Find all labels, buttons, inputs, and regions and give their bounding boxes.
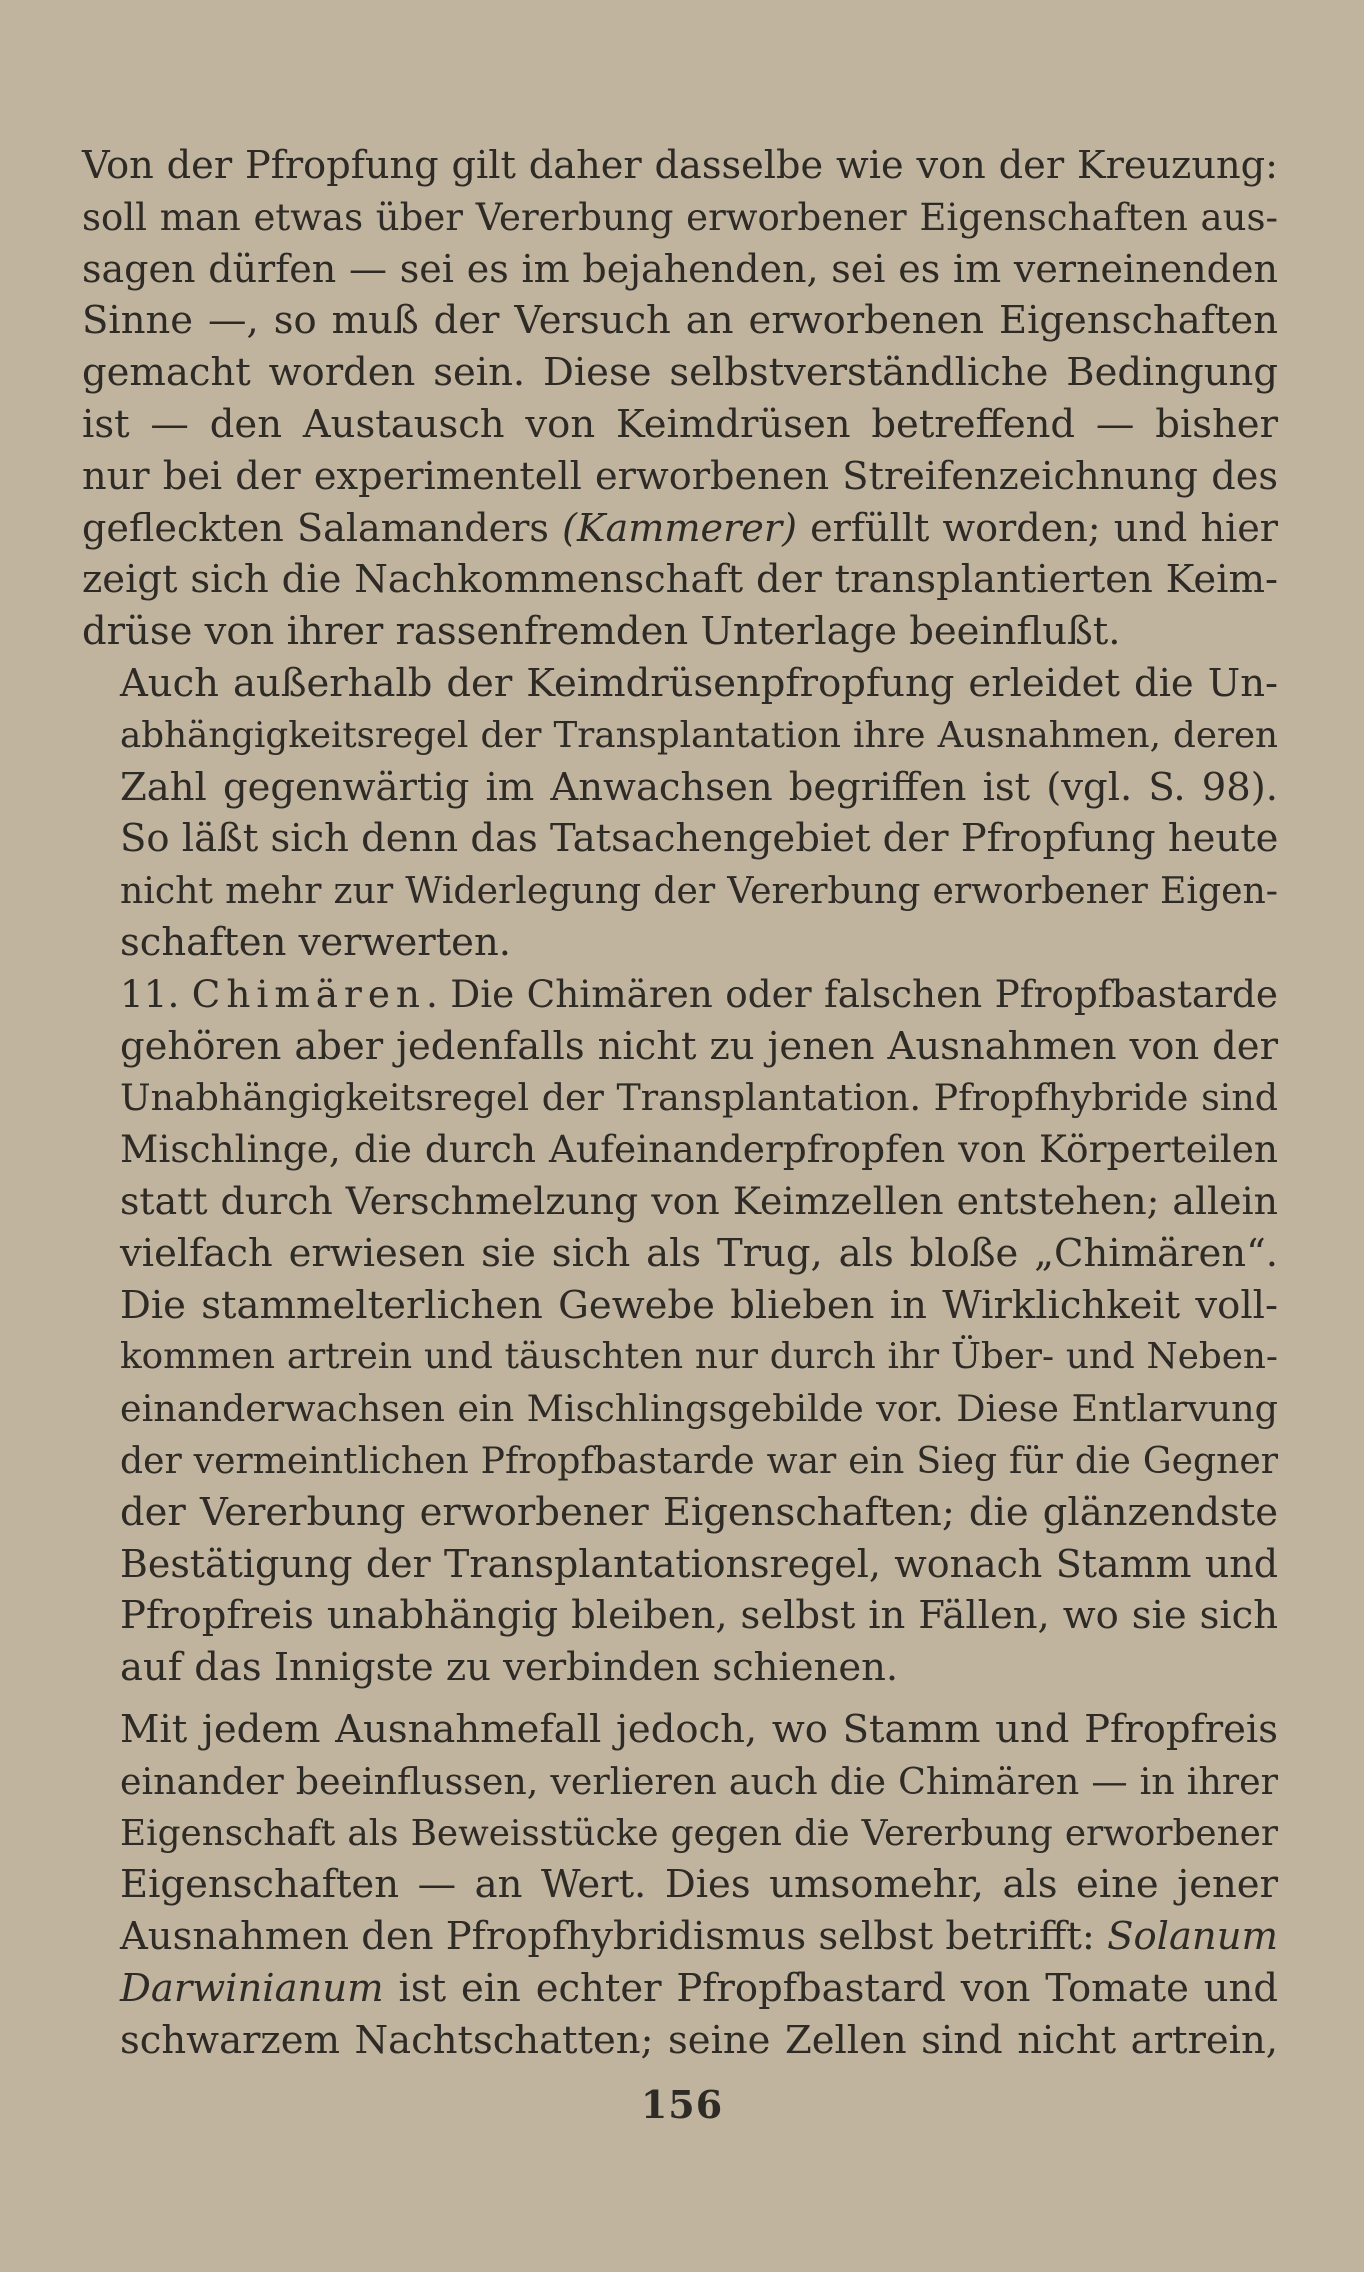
text-line: schaften verwerten. — [120, 919, 511, 965]
text-line: gefleckten Salamanders (Kammerer) erfüllt worden; und hier — [82, 505, 1278, 550]
text-line: der vermeintlichen Pfropfbastarde war ein Sieg für die Gegner — [120, 1438, 1278, 1482]
text-line: Pfropfreis unabhängig bleiben, selbst in Fällen, wo sie sich — [120, 1593, 1278, 1639]
paragraph-ausnahmefall — [82, 1704, 1278, 2067]
text-line: 11. Chimären. Die Chimären oder falschen Pfropfbastarde — [120, 971, 1278, 1016]
text-line: Eigenschaft als Beweisstücke gegen die Vererbung erworbener — [120, 1812, 1278, 1854]
text-line: kommen artrein und täuschten nur durch ihr Über- und Neben- — [120, 1336, 1278, 1378]
paragraph-keimdruesen — [82, 658, 1278, 969]
text-line: Auch außerhalb der Keimdrüsenpfropfung erleidet die Un- — [120, 660, 1278, 706]
text-line: Von der Pfropfung gilt daher dasselbe wie von der Kreuzung: — [82, 143, 1278, 188]
paragraph-pfropfung — [82, 140, 1278, 658]
text-line: gemacht worden sein. Diese selbstverständliche Bedingung — [82, 350, 1278, 396]
text-line: auf das Innigste zu verbinden schienen. — [120, 1645, 899, 1691]
text-line: Die stammelterlichen Gewebe blieben in Wirklichkeit voll- — [120, 1282, 1278, 1328]
text-line: nur bei der experimentell erworbenen Streifenzeichnung des — [82, 453, 1278, 499]
text-line: der Vererbung erworbener Eigenschaften; die glänzendste — [120, 1489, 1278, 1535]
text-line: einanderwachsen ein Mischlingsgebilde vor. Diese Entlarvung — [120, 1387, 1278, 1431]
text-line: drüse von ihrer rassenfremden Unterlage beeinflußt. — [82, 609, 1121, 655]
text-line: Mit jedem Ausnahmefall jedoch, wo Stamm und Pfropfreis — [120, 1706, 1278, 1752]
text-line: Sinne —, so muß der Versuch an erworbenen Eigenschaften — [82, 298, 1278, 344]
paragraph-chimaeren — [82, 969, 1278, 1694]
italic-term: Solanum — [1107, 1914, 1278, 1960]
italic-term: Darwinianum — [120, 1965, 384, 2011]
italic-term: (Kammerer) — [562, 505, 797, 550]
text-line: nicht mehr zur Widerlegung der Vererbung erworbener Eigen- — [120, 869, 1278, 913]
text-line: Eigenschaften — an Wert. Dies umsomehr, als eine jener — [120, 1862, 1278, 1908]
text-line: sagen dürfen — sei es im bejahenden, sei es im verneinenden — [82, 246, 1278, 291]
text-line: ist — den Austausch von Keimdrüsen betreffend — bisher — [82, 401, 1278, 447]
text-line: einander beeinflussen, verlieren auch die Chimären — in ihrer — [120, 1759, 1278, 1803]
text-line: Ausnahmen den Pfropfhybridismus selbst betrifft: Solanum — [120, 1914, 1278, 1960]
text-line: Darwinianum ist ein echter Pfropfbastard von Tomate und — [120, 1965, 1278, 2011]
text-line: Mischlinge, die durch Aufeinanderpfropfen von Körperteilen — [120, 1127, 1278, 1172]
text-line: Zahl gegenwärtig im Anwachsen begriffen ist (vgl. S. 98). — [120, 764, 1278, 810]
text-line: statt durch Verschmelzung von Keimzellen entstehen; allein — [120, 1178, 1278, 1223]
section-keyword: Chimären — [191, 971, 426, 1016]
text-line: gehören aber jedenfalls nicht zu jenen Ausnahmen von der — [120, 1023, 1278, 1069]
page-number: 156 — [640, 2082, 724, 2127]
text-line: Bestätigung der Transplantationsregel, wonach Stamm und — [120, 1541, 1278, 1586]
text-line: zeigt sich die Nachkommenschaft der transplantierten Keim- — [82, 557, 1278, 603]
text-line: abhängigkeitsregel der Transplantation ihre Ausnahmen, deren — [120, 714, 1278, 756]
text-line: soll man etwas über Vererbung erworbener Eigenschaften aus- — [82, 195, 1278, 239]
text-line: So läßt sich denn das Tatsachengebiet der Pfropfung heute — [120, 816, 1279, 862]
text-line: vielfach erwiesen sie sich als Trug, als bloße „Chimären“. — [120, 1230, 1278, 1276]
text-line: schwarzem Nachtschatten; seine Zellen sind nicht artrein, — [120, 2017, 1278, 2063]
text-line: Unabhängigkeitsregel der Transplantation. Pfropfhybride sind — [120, 1076, 1278, 1120]
